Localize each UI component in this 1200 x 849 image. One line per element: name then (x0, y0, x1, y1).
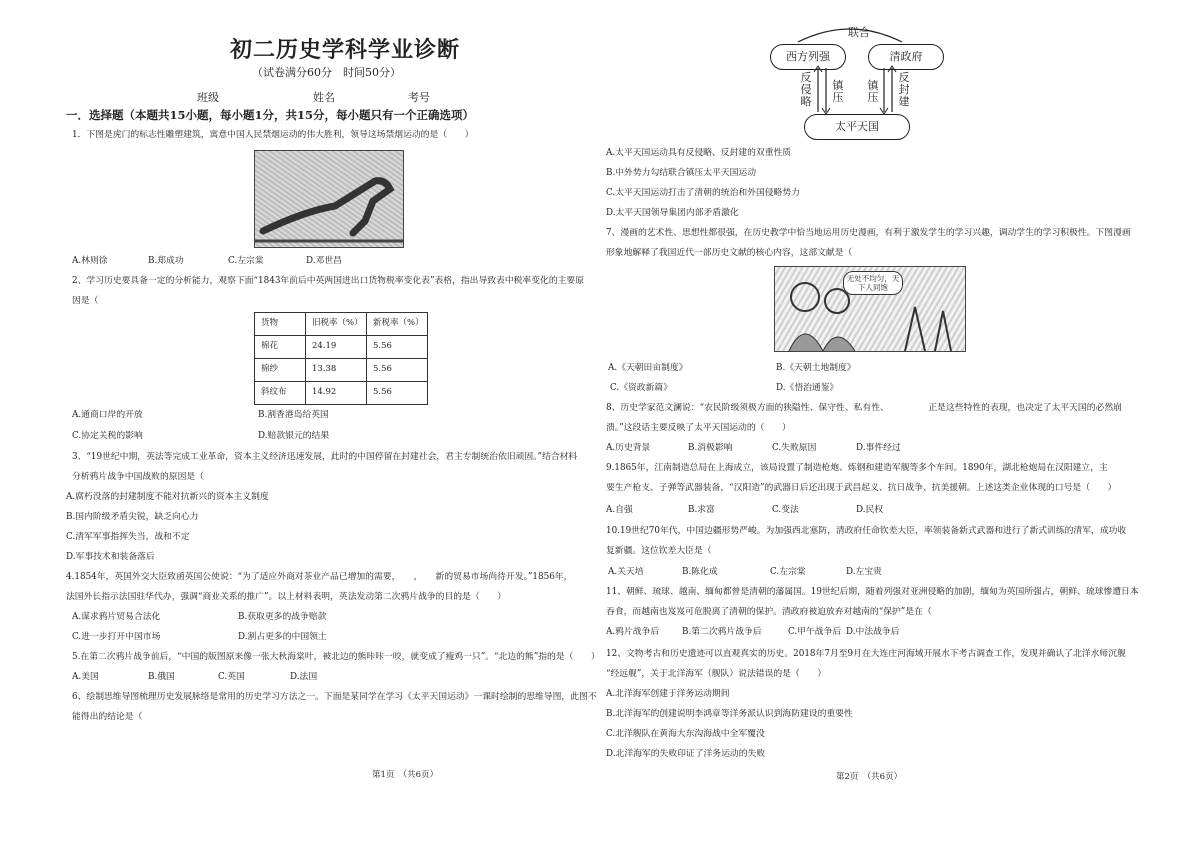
q2-option-d[interactable]: D.赔款银元的结果 (258, 431, 330, 441)
taiping-mind-map (760, 20, 960, 140)
question-stem: 能得出的结论是（ (72, 712, 143, 722)
q10-option-a[interactable]: A.关天培 (608, 567, 644, 577)
table-header: 旧税率（%） (306, 313, 367, 336)
q9-option-d[interactable]: D.民权 (856, 505, 884, 515)
cartoon-speech-bubble: 无处不均匀，天下人同饱 (843, 271, 903, 295)
q4-option-c[interactable]: C.进一步打开中国市场 (72, 632, 161, 642)
table-header: 货物 (255, 313, 306, 336)
exam-subtitle: （试卷满分60分 时间50分） (252, 66, 401, 79)
question-stem: 因是（ (72, 296, 99, 306)
question-stem: 6、绘制思维导图梳理历史发展脉络是常用的历史学习方法之一。下面是某同学在学习《太平天国运动》一课时绘制的思维导图，此图不 (72, 692, 597, 702)
q3-option-b[interactable]: B.国内阶级矛盾尖锐，缺乏向心力 (66, 512, 199, 522)
q8-option-a[interactable]: A.历史背景 (606, 443, 651, 453)
question-stem: 2、学习历史要具备一定的分析能力，观察下面“1843年前后中英两国进出口货物税率变化表”表格，指出导致表中税率变化的主要原 (72, 276, 585, 286)
q12-option-c[interactable]: C.北洋舰队在黄海大东沟海战中全军覆没 (606, 729, 765, 739)
q6-option-b[interactable]: B.中外势力勾结联合镇压太平天国运动 (606, 168, 757, 178)
q5-option-a[interactable]: A.美国 (72, 672, 99, 682)
exam-number-label: 考号 (408, 91, 430, 104)
class-label: 班级 (197, 91, 219, 104)
table-row (255, 382, 428, 405)
q11-option-b[interactable]: B.第二次鸦片战争后 (682, 627, 762, 637)
question-stem: 吞食，而越南也岌岌可危脱离了清朝的保护。清政府被迫放弃对越南的“保护”是在（ (606, 607, 932, 617)
q2-option-a[interactable]: A.通商口岸的开放 (72, 410, 143, 420)
q12-option-b[interactable]: B.北洋海军的创建说明李鸿章等洋务派认识到海防建设的重要性 (606, 709, 853, 719)
sculpture-image (255, 151, 403, 247)
exam-page-2 (600, 0, 1200, 849)
question-stem: 4.1854年，英国外交大臣致函英国公使说：“为了适应外商对茶业产品已增加的需要， ， 新的贸易市场尚待开发。”1856年， (66, 572, 573, 582)
mind-map-arrow-label: 反侵略 (800, 71, 812, 108)
q6-option-a[interactable]: A.太平天国运动具有反侵略、反封建的双重性质 (606, 148, 792, 158)
q7-option-d[interactable]: D.《悟治通鉴》 (776, 383, 839, 393)
section-title: 一．选择题（本题共15小题，每小题1分，共15分，每小题只有一个正确选项） (66, 108, 475, 122)
name-label: 姓名 (313, 91, 335, 104)
cartoon-image (774, 266, 966, 352)
q10-option-c[interactable]: C.左宗棠 (770, 567, 806, 577)
table-header-row (255, 313, 428, 336)
mind-map-top-label: 联合 (848, 26, 870, 39)
page-footer: 第1页 （共6页） (372, 770, 439, 780)
question-stem: 溃。”这段话主要反映了太平天国运动的（ ） (606, 423, 791, 433)
q9-option-a[interactable]: A.自强 (606, 505, 633, 515)
q10-option-d[interactable]: D.左宝贵 (846, 567, 882, 577)
q8-option-c[interactable]: C.失败原因 (772, 443, 817, 453)
q9-option-c[interactable]: C.变法 (772, 505, 799, 515)
question-stem: 8、历史学家范文澜说：“农民阶级须极方面的狭隘性、保守性、私有性、 正是这些特性的表现，也决定了太平天国的必然崩 (606, 403, 1122, 413)
q1-option-a[interactable]: A.林则徐 (72, 256, 108, 266)
question-stem: 分析鸦片战争中国战败的原因是（ (72, 472, 204, 482)
table-cell: 24.19 (306, 336, 367, 359)
q12-option-d[interactable]: D.北洋海军的失败印证了洋务运动的失败 (606, 749, 766, 759)
q5-option-c[interactable]: C.英国 (218, 672, 245, 682)
q3-option-c[interactable]: C.清军军事指挥失当，战和不定 (66, 532, 190, 542)
question-stem: 复新疆。这位钦差大臣是（ (606, 546, 712, 556)
mind-map-western-powers: 西方列强 (770, 44, 846, 70)
mind-map-taiping: 太平天国 (804, 114, 910, 140)
question-stem: 12、文物考古和历史遗迹可以直观真实的历史。2018年7月至9月在大连庄河海域开展水下考古调查工作，发现并确认了北洋水师沉舰 (606, 649, 1126, 659)
q10-option-b[interactable]: B.陈化成 (682, 567, 718, 577)
page-footer: 第2页 （共6页） (836, 772, 903, 782)
q4-option-b[interactable]: B.获取更多的战争赔款 (238, 612, 327, 622)
mind-map-arrow-label: 镇压 (832, 79, 844, 104)
table-cell: 14.92 (306, 382, 367, 405)
table-cell: 斜纹布 (255, 382, 306, 405)
q9-option-b[interactable]: B.求富 (688, 505, 715, 515)
table-cell: 棉纱 (255, 359, 306, 382)
q7-option-a[interactable]: A.《天朝田亩制度》 (608, 363, 688, 373)
table-cell: 5.56 (367, 336, 428, 359)
q7-option-c[interactable]: C.《资政新篇》 (610, 383, 672, 393)
question-stem: 5.在第二次鸦片战争前后，“中国的版图原来像一张大秋海棠叶，被北边的熊咔咔一咬，就变成了瘦鸡一只”。“北边的熊”指的是（ ） (72, 652, 600, 662)
q4-option-a[interactable]: A.谋求鸦片贸易合法化 (72, 612, 161, 622)
q11-option-c[interactable]: C.甲午战争后 (788, 627, 842, 637)
question-stem: 要生产枪支、子弹等武器装备，“汉阳造”的武器日后还出现于武昌起义、抗日战争、抗美援朝。上述这类企业体现的口号是（ ） (606, 483, 1117, 493)
q2-option-c[interactable]: C.协定关税的影响 (72, 431, 143, 441)
question-stem: 法国外长指示法国驻华代办，强调“商业关系的推广”。以上材料表明，英法发动第二次鸦片战争的目的是（ ） (66, 592, 507, 602)
q2-option-b[interactable]: B.割香港岛给英国 (258, 410, 329, 420)
mind-map-arrow-label: 反封建 (898, 71, 910, 108)
mind-map-arrow-label: 镇压 (867, 79, 879, 104)
question-stem: 形象地解释了我国近代一部历史文献的核心内容，这部文献是（ (606, 248, 853, 258)
q8-option-d[interactable]: D.事件经过 (856, 443, 901, 453)
question-stem: 9.1865年，江南制造总局在上海成立，该局设置了制造枪炮、炼钢和建造军舰等多个车间。1890年，湖北枪炮局在汉阳建立，主 (606, 463, 1108, 473)
question-stem: 3、“19世纪中期，英法等完成工业革命，资本主义经济迅速发展，此时的中国停留在封建社会，君主专制统治依旧顽固。”结合材料 (72, 452, 578, 462)
table-header: 新税率（%） (367, 313, 428, 336)
q11-option-d[interactable]: D.中法战争后 (846, 627, 900, 637)
q3-option-d[interactable]: D.军事技术和装备落后 (66, 552, 155, 562)
q7-option-b[interactable]: B.《天朝土地制度》 (776, 363, 856, 373)
q12-option-a[interactable]: A.北洋海军创建于洋务运动期间 (606, 689, 730, 699)
question-stem: 1．下图是虎门的标志性雕塑建筑，寓意中国人民禁烟运动的伟大胜利，领导这场禁烟运动的是（ ） (72, 130, 474, 140)
q1-option-c[interactable]: C.左宗棠 (228, 256, 264, 266)
question-stem: 11、朝鲜、琉球、越南、缅甸都曾是清朝的藩属国。19世纪后期，随着列强对亚洲侵略的加剧，缅甸为英国所强占，朝鲜、琉球惨遭日本 (606, 587, 1139, 597)
q5-option-d[interactable]: D.法国 (290, 672, 318, 682)
table-row (255, 336, 428, 359)
table-cell: 5.56 (367, 382, 428, 405)
q11-option-a[interactable]: A.鸦片战争后 (606, 627, 660, 637)
q1-option-b[interactable]: B.郑成功 (148, 256, 184, 266)
mind-map-qing-government: 清政府 (868, 44, 944, 70)
humen-sculpture-photo (254, 150, 404, 248)
table-cell: 棉花 (255, 336, 306, 359)
exam-title: 初二历史学科学业诊断 (230, 37, 461, 63)
tax-rate-table (254, 312, 428, 405)
q6-option-c[interactable]: C.太平天国运动打击了清朝的统治和外国侵略势力 (606, 188, 800, 198)
question-stem: “经远舰”，关于北洋海军（舰队）说法错误的是（ ） (606, 669, 827, 679)
table-cell: 5.56 (367, 359, 428, 382)
q3-option-a[interactable]: A.腐朽没落的封建制度不能对抗新兴的资本主义制度 (66, 492, 269, 502)
q5-option-b[interactable]: B.俄国 (148, 672, 175, 682)
table-row (255, 359, 428, 382)
question-stem: 10.19世纪70年代，中国边疆形势严峻。为加强西北塞防，清政府任命钦差大臣，率领装备新式武器和进行了新式训练的清军，成功收 (606, 526, 1127, 536)
q4-option-d[interactable]: D.割占更多的中国领土 (238, 632, 327, 642)
table-cell: 13.38 (306, 359, 367, 382)
q6-option-d[interactable]: D.太平天国领导集团内部矛盾激化 (606, 208, 739, 218)
question-stem: 7、漫画的艺术性、思想性都很强，在历史教学中恰当地运用历史漫画，有利于激发学生的学习兴趣，调动学生的学习积极性。下图漫画 (606, 228, 1131, 238)
q1-option-d[interactable]: D.邓世昌 (306, 256, 342, 266)
q8-option-b[interactable]: B.消极影响 (688, 443, 733, 453)
